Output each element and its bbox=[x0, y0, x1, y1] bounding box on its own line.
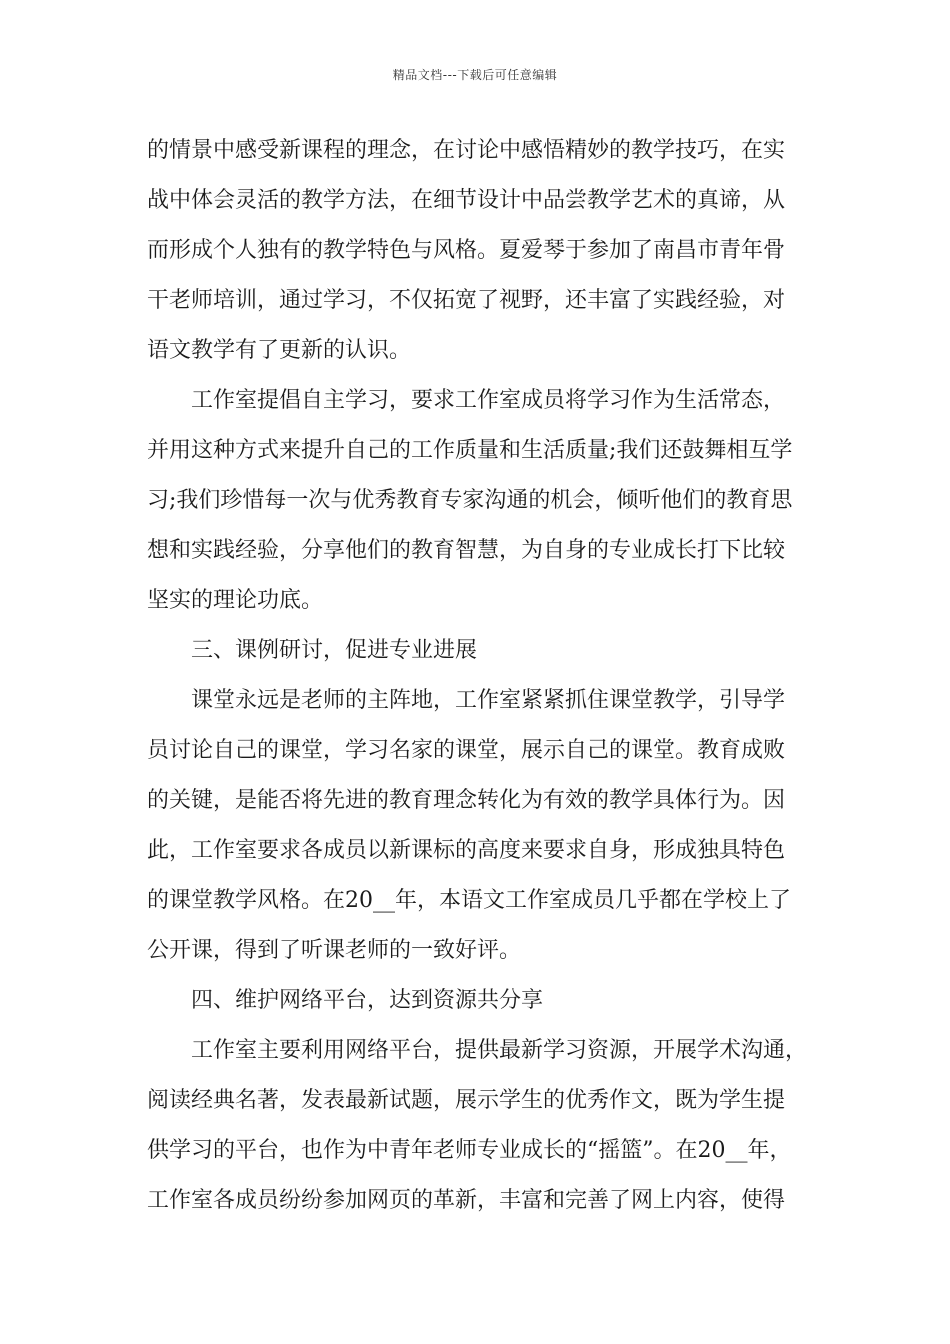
text-line: 工作室各成员纷纷参加网页的革新，丰富和完善了网上内容，使得 bbox=[147, 1188, 786, 1213]
text-line: 此，工作室要求各成员以新课标的高度来要求自身，形成独具特色 bbox=[147, 838, 786, 863]
text-line: 三、课例研讨，促进专业进展 bbox=[191, 638, 478, 663]
text-line: 工作室主要利用网络平台，提供最新学习资源，开展学术沟通， bbox=[191, 1038, 808, 1063]
text-line: 习;我们珍惜每一次与优秀教育专家沟通的机会，倾听他们的教育思 bbox=[147, 488, 793, 513]
text-line: 坚实的理论功底。 bbox=[147, 588, 324, 613]
text-line: 而形成个人独有的教学特色与风格。夏爱琴于参加了南昌市青年骨 bbox=[147, 238, 786, 263]
document-body bbox=[147, 126, 807, 1226]
text-line: 干老师培训，通过学习，不仅拓宽了视野，还丰富了实践经验，对 bbox=[147, 288, 786, 313]
text-line: 并用这种方式来提升自己的工作质量和生活质量;我们还鼓舞相互学 bbox=[147, 438, 793, 463]
text-line: 公开课，得到了听课老师的一致好评。 bbox=[147, 938, 522, 963]
text-line: 员讨论自己的课堂，学习名家的课堂，展示自己的课堂。教育成败 bbox=[147, 738, 786, 763]
text-line: 阅读经典名著，发表最新试题，展示学生的优秀作文，既为学生提 bbox=[147, 1088, 786, 1113]
text-line: 想和实践经验，分享他们的教育智慧，为自身的专业成长打下比较 bbox=[147, 538, 786, 563]
text-line: 课堂永远是老师的主阵地，工作室紧紧抓住课堂教学，引导学 bbox=[191, 688, 786, 713]
text-line: 的情景中感受新课程的理念，在讨论中感悟精妙的教学技巧，在实 bbox=[147, 138, 786, 163]
page-header: 精品文档---下载后可任意编辑 bbox=[392, 68, 558, 82]
text-line: 战中体会灵活的教学方法，在细节设计中品尝教学艺术的真谛，从 bbox=[147, 188, 786, 213]
text-line: 供学习的平台，也作为中青年老师专业成长的“摇篮”。在20__年， bbox=[147, 1138, 792, 1163]
text-line: 工作室提倡自主学习，要求工作室成员将学习作为生活常态， bbox=[191, 388, 786, 413]
text-line: 四、维护网络平台，达到资源共分享 bbox=[191, 988, 544, 1013]
text-line: 语文教学有了更新的认识。 bbox=[147, 338, 412, 363]
text-line: 的关键，是能否将先进的教育理念转化为有效的教学具体行为。因 bbox=[147, 788, 786, 813]
text-line: 的课堂教学风格。在20__年，本语文工作室成员几乎都在学校上了 bbox=[147, 888, 791, 913]
